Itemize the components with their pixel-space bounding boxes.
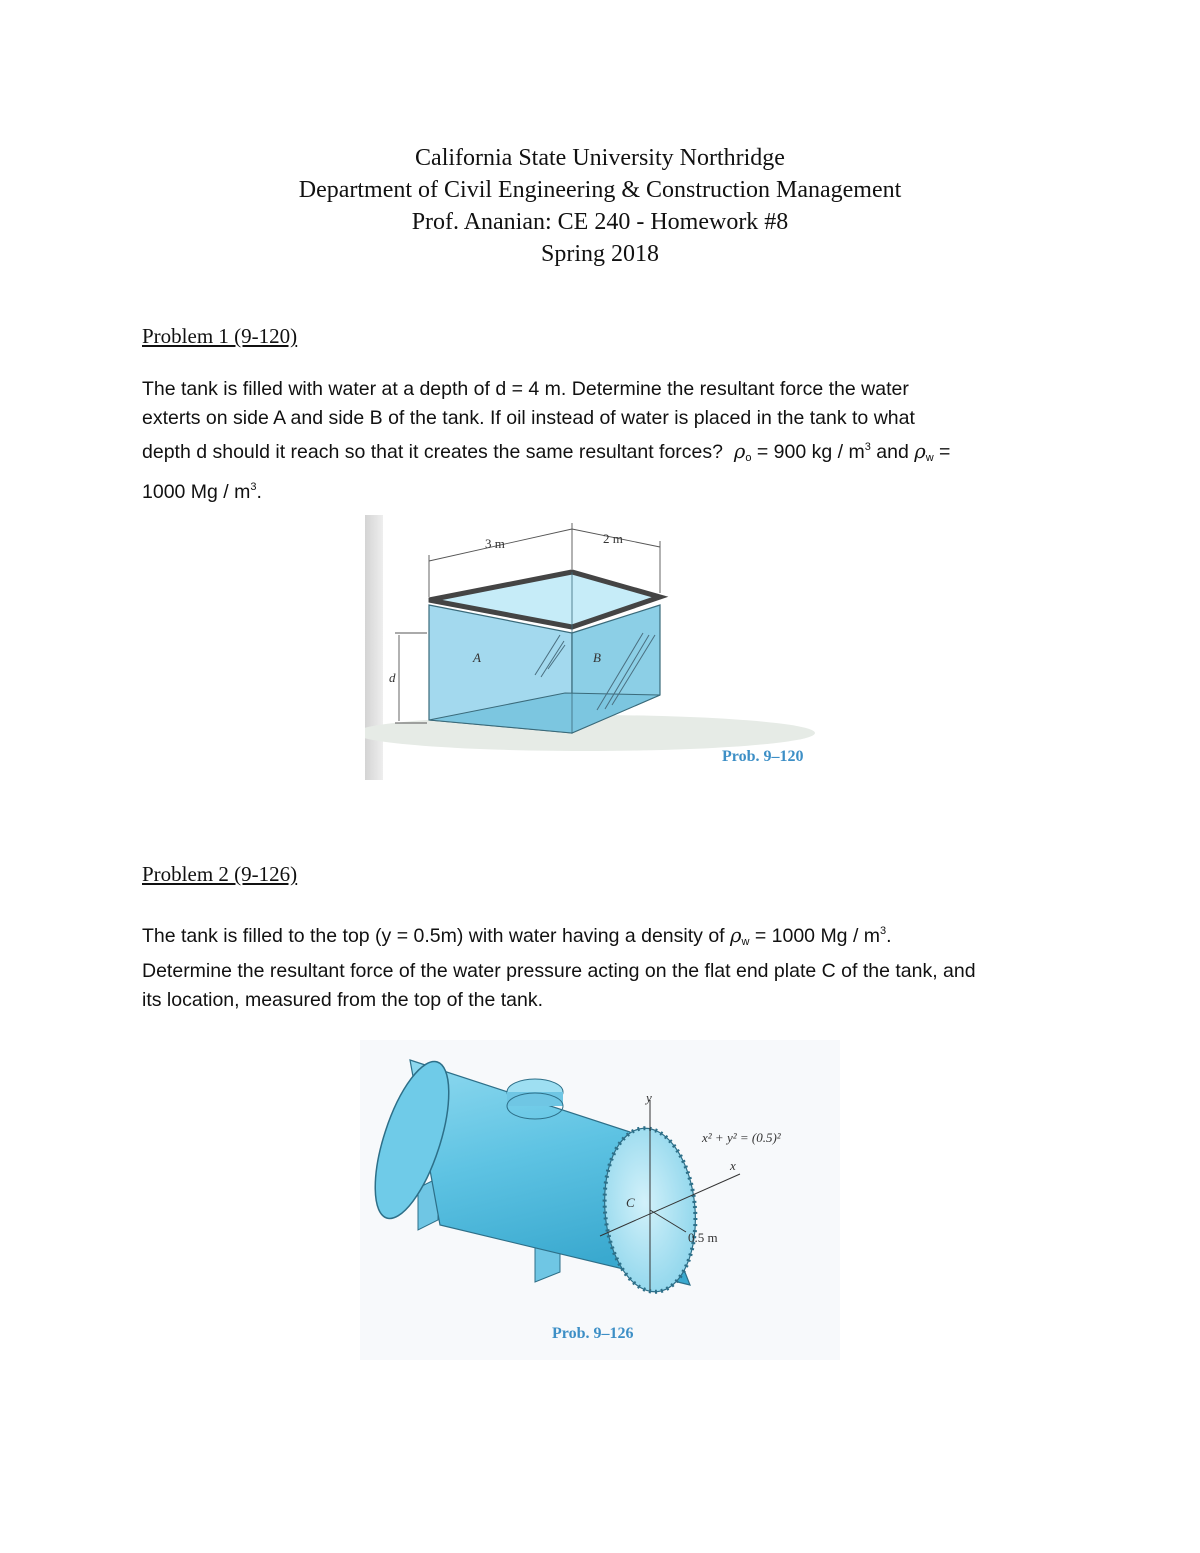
axis-y-label: y bbox=[646, 1090, 652, 1105]
figure-prob-9-126 bbox=[360, 1040, 840, 1360]
axis-x-label: x bbox=[730, 1158, 736, 1173]
problem-2-title: Problem 2 (9-126) bbox=[142, 862, 298, 886]
rho-w-subscript: w bbox=[925, 452, 934, 464]
figure-prob-9-120 bbox=[365, 515, 835, 780]
department-name: Department of Civil Engineering & Construction Management bbox=[298, 177, 902, 203]
problem-1-title: Problem 1 (9-120) bbox=[142, 324, 298, 348]
rho-o-symbol: ρ bbox=[733, 440, 746, 463]
rho-w-eq: = bbox=[933, 441, 951, 463]
label-side-a: A bbox=[473, 650, 481, 665]
university-name: California State University Northridge bbox=[415, 145, 785, 171]
problem-1-line-4 bbox=[142, 473, 1062, 507]
semester: Spring 2018 bbox=[540, 241, 659, 267]
problem-2-line-3: its location, measured from the top of the tank. bbox=[142, 989, 544, 1011]
problem-2-line-2: Determine the resultant force of the water pressure acting on the flat end plate C of the tank, and bbox=[142, 960, 976, 982]
label-side-b: B bbox=[593, 650, 601, 665]
and-text: and bbox=[870, 441, 915, 463]
radius-label: 0.5 m bbox=[688, 1230, 718, 1245]
period: . bbox=[256, 481, 262, 503]
period-2: . bbox=[886, 925, 892, 947]
problem-2-text bbox=[142, 917, 1062, 1015]
label-depth-d: d bbox=[389, 670, 396, 685]
caption-prob-9-126: Prob. 9–126 bbox=[552, 1325, 634, 1342]
problem-1-text bbox=[142, 375, 1062, 507]
rho-o-value: = 900 kg / m bbox=[751, 441, 865, 463]
course-title: Prof. Ananian: CE 240 - Homework #8 bbox=[411, 209, 789, 235]
caption-prob-9-120: Prob. 9–120 bbox=[722, 748, 804, 765]
label-plate-c: C bbox=[626, 1195, 635, 1210]
problem-1-line-3 bbox=[142, 433, 1062, 473]
rho-w2-symbol: ρ bbox=[730, 924, 742, 947]
problem-2-intro: The tank is filled to the top (y = 0.5m) with water having a density of bbox=[142, 925, 730, 947]
rho-w2-value: = 1000 Mg / m bbox=[749, 925, 881, 947]
circle-equation: x² + y² = (0.5)² bbox=[702, 1130, 781, 1145]
rho-w-value: 1000 Mg / m bbox=[142, 481, 251, 503]
rho-o-exponent: 3 bbox=[864, 441, 871, 453]
dimension-2m: 2 m bbox=[603, 531, 623, 546]
rho-w2-subscript: w bbox=[741, 936, 750, 948]
dimension-3m: 3 m bbox=[485, 536, 505, 551]
problem-1-question: depth d should it reach so that it creates the same resultant forces? bbox=[142, 441, 723, 463]
rho-w2-exponent: 3 bbox=[880, 925, 887, 937]
rho-w-symbol: ρ bbox=[914, 440, 926, 463]
rho-o-subscript: o bbox=[745, 452, 752, 464]
document-header bbox=[0, 142, 1200, 270]
rho-w-exponent: 3 bbox=[250, 481, 257, 493]
manhole-rim bbox=[507, 1092, 563, 1106]
problem-2-line-1 bbox=[142, 917, 1062, 957]
problem-1-line-2: exterts on side A and side B of the tank. If oil instead of water is placed in the tank to what bbox=[142, 407, 915, 429]
problem-1-line-1: The tank is filled with water at a depth of d = 4 m. Determine the resultant force the water bbox=[142, 378, 909, 400]
